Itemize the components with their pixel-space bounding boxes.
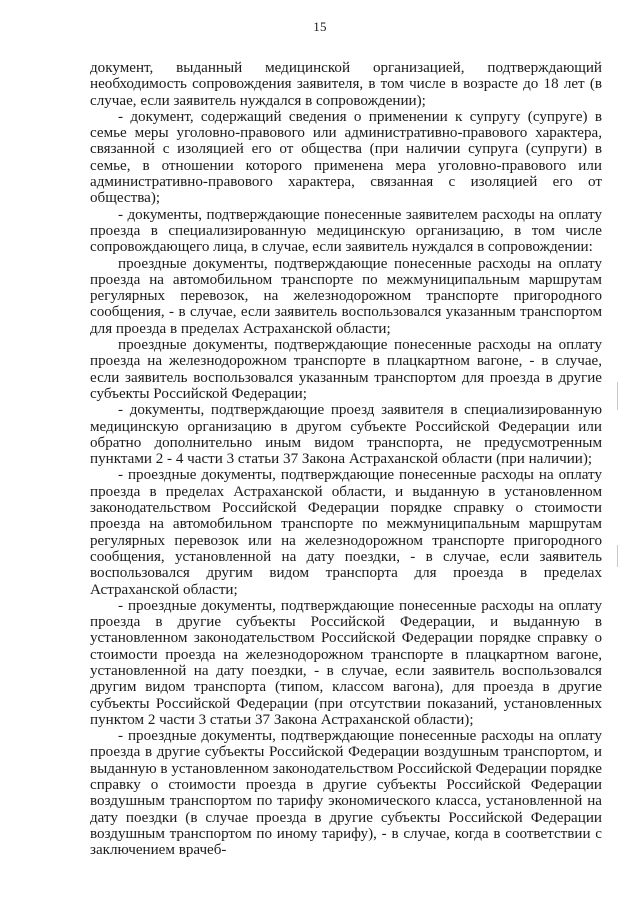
paragraph-railway-travel-tickets: проездные документы, подтверждающие понесенные расходы на оплату проезда на железнодорожном транспорте в плацкартном вагоне, - в случае, если заявитель воспользовался указанным транспортом для проезда в другие субъекты Российской Федерации; (90, 337, 602, 402)
scan-artifact-mark (617, 545, 618, 567)
page-number: 15 (313, 19, 327, 34)
paragraph-interregional-fare-certificate: - проездные документы, подтверждающие понесенные расходы на оплату проезда в другие субъекты Российской Федерации, и выданную в установленном законодательством Российской Федерации порядке справку о стоимости проезда на железнодорожном транспорте в плацкартном вагоне, установленной на дату поездки, - в случае, если заявитель воспользовался другим видом транспорта (типом, классом вагона), для проезда в другие субъекты Российской Федерации (при отсутствии показаний, установленных пунктом 2 части 3 статьи 37 Закона Астраханской области); (90, 597, 602, 728)
paragraph-travel-expense-documents: - документы, подтверждающие понесенные заявителем расходы на оплату проезда в специализированную медицинскую организацию, в том числе сопровождающего лица, в случае, если заявитель нуждался в сопровождении: (90, 206, 602, 256)
document-body (90, 60, 602, 859)
paragraph-spouse-isolation-document: - документ, содержащий сведения о применении к супругу (супруге) в семье меры уголовно-правового или административно-правового характера, связанной с изоляцией его от общества (при наличии супруга (супруги) в семье, в отношении которого применена мера уголовно-правового или административно-правового характера, связанная с изоляцией его от общества); (90, 108, 602, 207)
paragraph-medical-escort-document: документ, выданный медицинской организацией, подтверждающий необходимость сопровождения заявителя, в том числе в возрасте до 18 лет (в случае, если заявитель нуждался в сопровождении); (90, 60, 602, 109)
paragraph-regional-travel-tickets: проездные документы, подтверждающие понесенные расходы на оплату проезда на автомобильном транспорте по межмуниципальным маршрутам регулярных перевозок, на железнодорожном транспорте пригородного сообщения, - в случае, если заявитель воспользовался указанным транспортом для проезда в пределах Астраханской области; (90, 255, 602, 337)
paragraph-other-transport-documents: - документы, подтверждающие проезд заявителя в специализированную медицинскую организацию в другом субъекте Российской Федерации или обратно дополнительно иным видом транспорта, не предусмотренным пунктами 2 - 4 части 3 статьи 37 Закона Астраханской области (при наличии); (90, 402, 602, 468)
scan-artifact-mark (617, 382, 618, 410)
paragraph-regional-fare-certificate: - проездные документы, подтверждающие понесенные расходы на оплату проезда в пределах Астраханской области, и выданную в установленном законодательством Российской Федерации порядке справку о стоимости проезда на автомобильном транспорте по межмуниципальным маршрутам регулярных перевозок или на железнодорожном транспорте пригородного сообщения, установленной на дату поездки, - в случае, если заявитель воспользовался другим видом транспорта для проезда в пределах Астраханской области; (90, 467, 602, 598)
paragraph-air-travel-certificate: - проездные документы, подтверждающие понесенные расходы на оплату проезда в другие субъекты Российской Федерации воздушным транспортом, и выданную в установленном законодательством Российской Федерации порядке справку о стоимости проезда в другие субъекты Российской Федерации воздушным транспортом по тарифу экономического класса, установленной на дату поездки (в случае проезда в другие субъекты Российской Федерации воздушным транспортом по иному тарифу), - в случае, когда в соответствии с заключением врачеб- (90, 728, 602, 859)
